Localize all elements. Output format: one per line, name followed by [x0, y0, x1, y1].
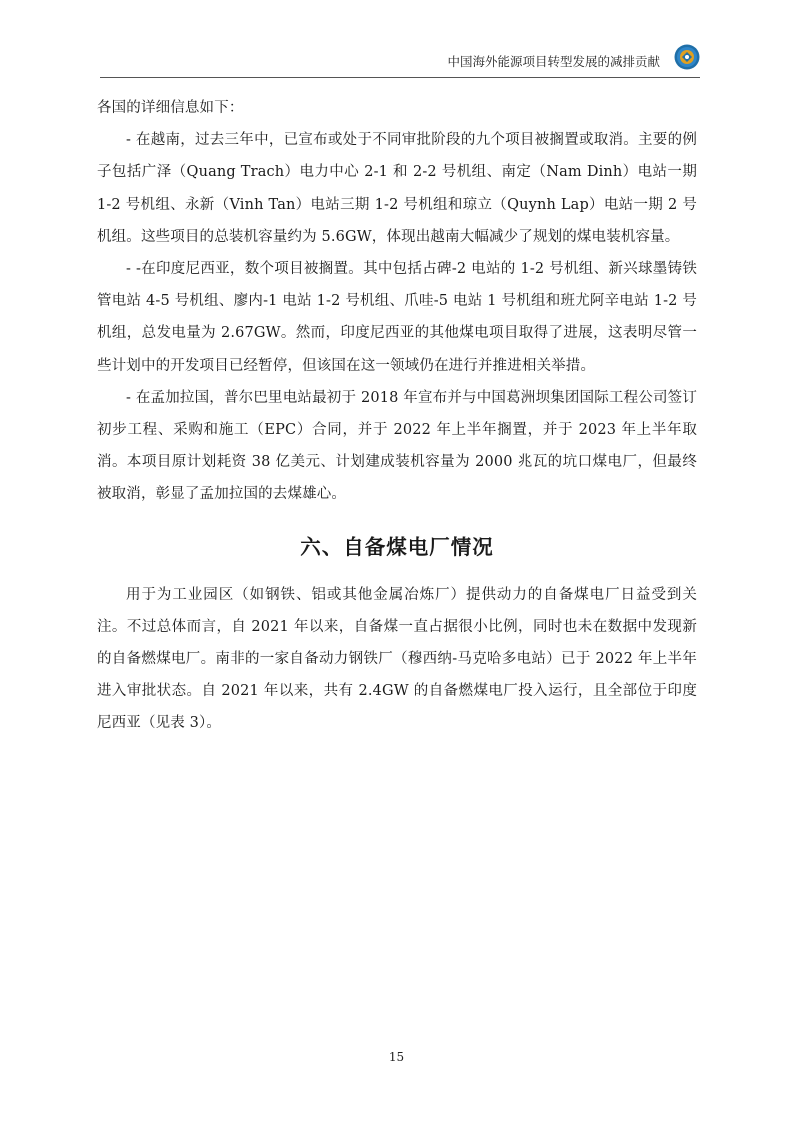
- lead-paragraph: 各国的详细信息如下：: [97, 100, 244, 116]
- header-divider: [100, 77, 700, 78]
- country-item-vietnam: - 在越南，过去三年中，已宣布或处于不同审批阶段的九个项目被搁置或取消。主要的例子包括广泽（Quang Trach）电力中心 2-1 和 2-2 号机组、南定（Nam Dinh）电站一期 1-2 号机组、永新（Vinh Tan）电站三期 1-2 号机组和琼立（Quynh Lap）电站一期 2 号机组。这些项目的总装机容量约为 5.6GW，体现出越南大幅减少了规划的煤电装机容量。: [97, 132, 697, 245]
- page-header: [100, 44, 700, 80]
- section-body-paragraph: 用于为工业园区（如钢铁、铝或其他金属冶炼厂）提供动力的自备煤电厂日益受到关注。不过总体而言，自 2021 年以来，自备煤一直占据很小比例，同时也未在数据中发现新的自备燃煤电厂。南非的一家自备动力钢铁厂（穆西纳-马克哈多电站）已于 2022 年上半年进入审批状态。自 2021 年以来，共有 2.4GW 的自备燃煤电厂投入运行，且全部位于印度尼西亚（见表 3）。: [97, 586, 697, 732]
- country-item-bangladesh: - 在孟加拉国，普尔巴里电站最初于 2018 年宣布并与中国葛洲坝集团国际工程公司签订初步工程、采购和施工（EPC）合同，并于 2022 年上半年搁置，并于 2023 年上半年取消。本项目原计划耗资 38 亿美元、计划建成装机容量为 2000 兆瓦的坑口煤电厂，但最终被取消，彰显了孟加拉国的去煤雄心。: [97, 389, 697, 503]
- globe-seal-icon: [674, 44, 700, 70]
- header-title: 中国海外能源项目转型发展的减排贡献: [447, 54, 660, 69]
- country-item-indonesia: - -在印度尼西亚，数个项目被搁置。其中包括占碑-2 电站的 1-2 号机组、新兴球墨铸铁管电站 4-5 号机组、廖内-1 电站 1-2 号机组、爪哇-5 电站 1 号机组和班尤阿辛电站 1-2 号机组，总发电量为 2.67GW。然而，印度尼西亚的其他煤电项目取得了进展，这表明尽管一些计划中的开发项目已经暂停，但该国在这一领域仍在进行并推进相关举措。: [97, 261, 697, 374]
- page-content: [97, 92, 697, 740]
- section-title: 六、自备煤电厂情况: [300, 534, 494, 559]
- page-number: 15: [388, 1050, 405, 1064]
